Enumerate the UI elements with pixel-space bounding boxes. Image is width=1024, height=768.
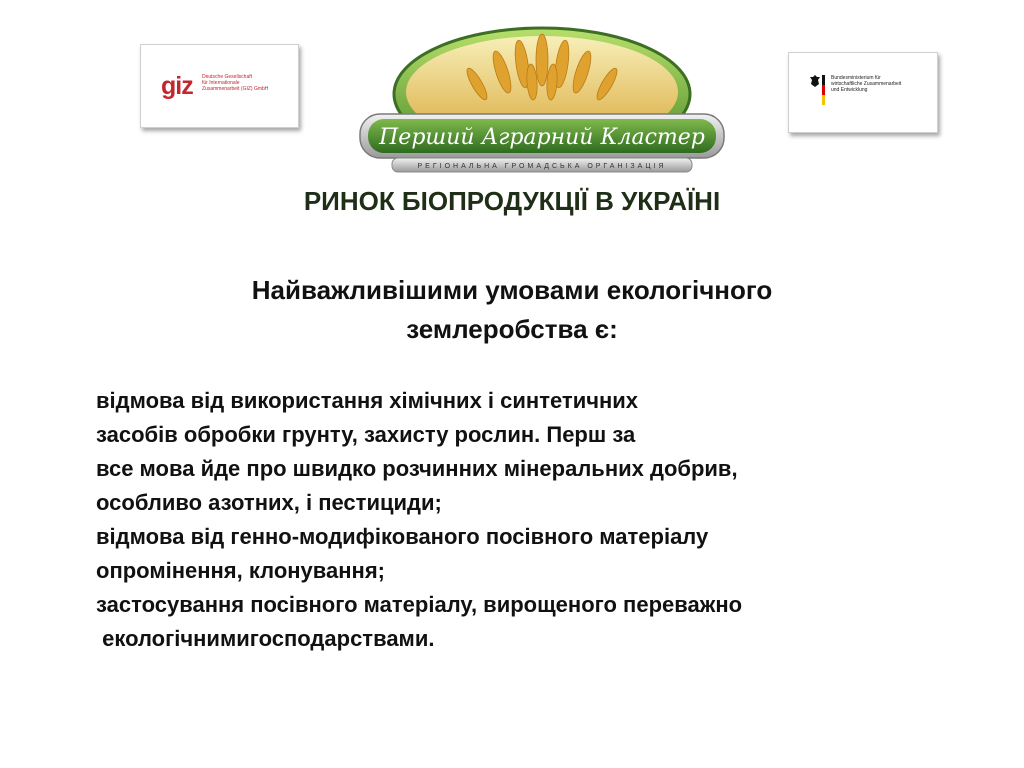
- bmz-logo-line: wirtschaftliche Zusammenarbeit: [831, 81, 902, 87]
- bmz-logo: [788, 52, 938, 133]
- body-line: відмова від використання хімічних і синтетичних: [96, 388, 639, 413]
- emblem-tagline: РЕГІОНАЛЬНА ГРОМАДСЬКА ОРГАНІЗАЦІЯ: [417, 163, 667, 170]
- body-line: особливо азотних, і пестициди;: [96, 490, 442, 515]
- emblem-logo: [352, 22, 732, 174]
- giz-logo-line: Deutsche Gesellschaft: [202, 74, 253, 80]
- slide-title: РИНОК БІОПРОДУКЦІЇ В УКРАЇНІ: [303, 186, 721, 216]
- slide-body: [96, 384, 976, 656]
- body-line: опромінення, клонування;: [96, 558, 385, 583]
- bmz-logo-line: Bundesministerium für: [831, 75, 881, 81]
- bmz-logo-text: [831, 75, 926, 93]
- giz-logo-line: Zusammenarbeit (GIZ) GmbH: [202, 86, 269, 92]
- slide-subtitle-line: Найважливішими умовами екологічного: [251, 275, 773, 305]
- emblem-name: Перший Аграрний Кластер: [379, 125, 705, 150]
- giz-logo-text: [202, 74, 292, 92]
- body-line: все мова йде про швидко розчинних мінеральних добрив,: [96, 456, 738, 481]
- slide-subtitle-line: землеробства є:: [406, 314, 618, 344]
- giz-logo-mark: giz: [161, 72, 193, 100]
- body-line: засобів обробки грунту, захисту рослин. Перш за: [96, 422, 636, 447]
- body-line: відмова від генно-модифікованого посівного матеріалу: [96, 524, 709, 549]
- giz-logo: [140, 44, 299, 128]
- body-line: екологічнимигосподарствами.: [96, 626, 435, 651]
- eagle-icon: [809, 74, 821, 88]
- bmz-logo-line: und Entwicklung: [831, 87, 868, 93]
- german-flag-icon: [822, 75, 825, 105]
- giz-logo-line: für Internationale: [202, 80, 240, 86]
- body-line: застосування посівного матеріалу, вирощеного переважно: [96, 592, 743, 617]
